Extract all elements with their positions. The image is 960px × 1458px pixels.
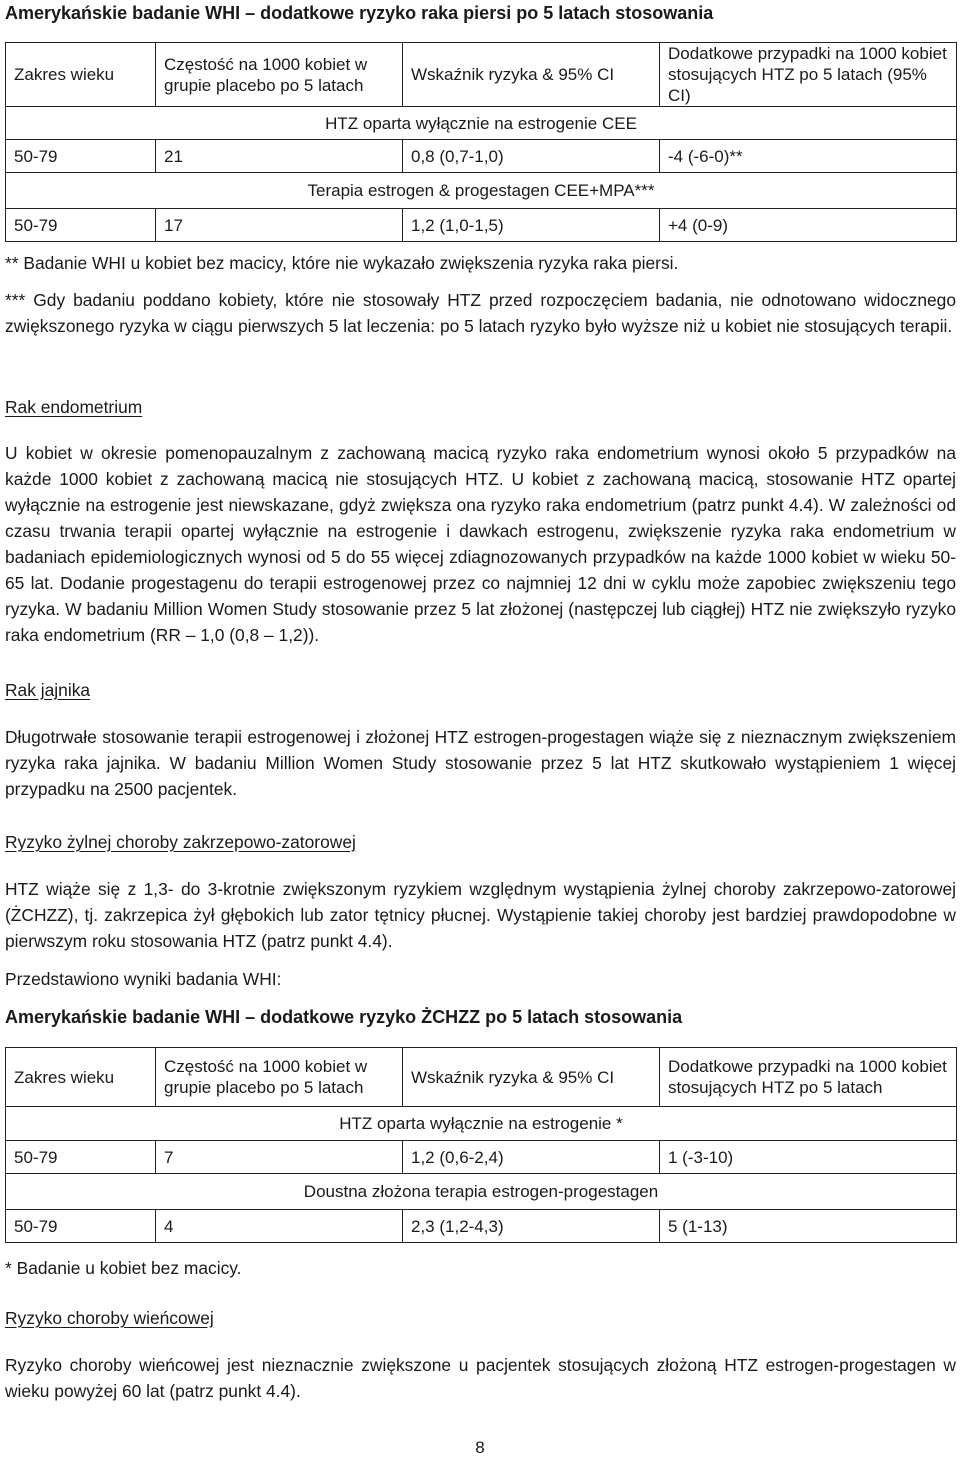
section-estrogen-progestagen: Terapia estrogen & progestagen CEE+MPA*** [6, 173, 957, 209]
vte-table-title: Amerykańskie badanie WHI – dodatkowe ryzyko ŻCHZZ po 5 latach stosowania [5, 1007, 683, 1027]
header-hazard-ratio: Wskaźnik ryzyka & 95% CI [403, 43, 660, 107]
cell-age: 50-79 [6, 1210, 156, 1243]
section-estrogen-only: HTZ oparta wyłącznie na estrogenie CEE [6, 107, 957, 140]
section-oral-combined: Doustna złożona terapia estrogen-progestagen [6, 1174, 957, 1210]
header-placebo-rate: Częstość na 1000 kobiet w grupie placebo po 5 latach [156, 43, 403, 107]
cell-placebo: 7 [156, 1141, 403, 1174]
cell-ratio: 1,2 (0,6-2,4) [403, 1141, 660, 1174]
cell-ratio: 0,8 (0,7-1,0) [403, 140, 660, 173]
vte-risk-table [5, 1047, 957, 1243]
cell-placebo: 17 [156, 209, 403, 242]
cell-cases: +4 (0-9) [660, 209, 957, 242]
subheading-coronary: Ryzyko choroby wieńcowej [5, 1308, 214, 1328]
footnote-triple-star: *** Gdy badaniu poddano kobiety, które nie stosowały HTZ przed rozpoczęciem badania, nie odnotowano widocznego zwiększonego ryzyka w ciągu pierwszych 5 lat leczenia: po 5 latach ryzyko było wyższe niż u kobiet nie stosujących terapii. [5, 290, 956, 336]
paragraph-whi-intro: Przedstawiono wyniki badania WHI: [5, 969, 282, 989]
paragraph-vte: HTZ wiąże się z 1,3- do 3-krotnie zwiększonym ryzykiem względnym wystąpienia żylnej choroby zakrzepowo-zatorowej (ŻCHZZ), tj. zakrzepica żył głębokich lub zator tętnicy płucnej. Wystąpienie takiej choroby jest bardziej prawdopodobne w pierwszym roku stosowania HTZ (patrz punkt 4.4). [5, 879, 956, 951]
cell-ratio: 1,2 (1,0-1,5) [403, 209, 660, 242]
cell-cases: -4 (-6-0)** [660, 140, 957, 173]
cell-cases: 5 (1-13) [660, 1210, 957, 1243]
cell-age: 50-79 [6, 1141, 156, 1174]
subheading-ovarian-cancer: Rak jajnika [5, 680, 91, 700]
cell-ratio: 2,3 (1,2-4,3) [403, 1210, 660, 1243]
page-number: 8 [475, 1438, 485, 1457]
cell-placebo: 21 [156, 140, 403, 173]
subheading-vte: Ryzyko żylnej choroby zakrzepowo-zatorowej [5, 832, 356, 852]
header-additional-cases: Dodatkowe przypadki na 1000 kobiet stosujących HTZ po 5 latach [660, 1048, 957, 1107]
cell-placebo: 4 [156, 1210, 403, 1243]
header-age-range: Zakres wieku [6, 1048, 156, 1107]
header-age-range: Zakres wieku [6, 43, 156, 107]
section-estrogen-only: HTZ oparta wyłącznie na estrogenie * [6, 1107, 957, 1141]
paragraph-ovarian-cancer: Długotrwałe stosowanie terapii estrogenowej i złożonej HTZ estrogen-progestagen wiąże się z nieznacznym zwiększeniem ryzyka raka jajnika. W badaniu Million Women Study stosowanie przez 5 lat HTZ skutkowało wystąpieniem 1 więcej przypadku na 2500 pacjentek. [5, 727, 956, 799]
cell-age: 50-79 [6, 140, 156, 173]
footnote-single-star: * Badanie u kobiet bez macicy. [5, 1258, 242, 1278]
header-hazard-ratio: Wskaźnik ryzyka & 95% CI [403, 1048, 660, 1107]
paragraph-coronary: Ryzyko choroby wieńcowej jest nieznacznie zwiększone u pacjentek stosujących złożoną HTZ estrogen-progestagen w wieku powyżej 60 lat (patrz punkt 4.4). [5, 1355, 956, 1401]
header-placebo-rate: Częstość na 1000 kobiet w grupie placebo po 5 latach [156, 1048, 403, 1107]
paragraph-endometrium: U kobiet w okresie pomenopauzalnym z zachowaną macicą ryzyko raka endometrium wynosi około 5 przypadków na każde 1000 kobiet z zachowaną macicą nie stosujących HTZ. U kobiet z zachowaną macicą, stosowanie HTZ opartej wyłącznie na estrogenie jest niewskazane, gdyż zwiększa ona ryzyko raka endometrium (patrz punkt 4.4). W zależności od czasu trwania terapii opartej wyłącznie na estrogenie i dawkach estrogenu, zwiększenie ryzyka raka endometrium w badaniach epidemiologicznych wynosi od 5 do 55 więcej zdiagnozowanych przypadków na każde 1000 kobiet w wieku 50-65 lat. Dodanie progestagenu do terapii estrogenowej przez co najmniej 12 dni w cyklu może zapobiec zwiększeniu tego ryzyka. W badaniu Million Women Study stosowanie przez 5 lat złożonej (następczej lub ciągłej) HTZ nie zwiększyło ryzyko raka endometrium (RR – 1,0 (0,8 – 1,2)). [5, 443, 956, 645]
footnote-double-star: ** Badanie WHI u kobiet bez macicy, które nie wykazało zwiększenia ryzyka raka piersi. [5, 253, 679, 273]
cell-age: 50-79 [6, 209, 156, 242]
breast-cancer-risk-table [5, 42, 957, 242]
subheading-endometrium: Rak endometrium [5, 397, 143, 417]
breast-cancer-table-title: Amerykańskie badanie WHI – dodatkowe ryzyko raka piersi po 5 latach stosowania [5, 3, 714, 23]
cell-cases: 1 (-3-10) [660, 1141, 957, 1174]
header-additional-cases: Dodatkowe przypadki na 1000 kobiet stosujących HTZ po 5 latach (95% CI) [660, 43, 957, 107]
